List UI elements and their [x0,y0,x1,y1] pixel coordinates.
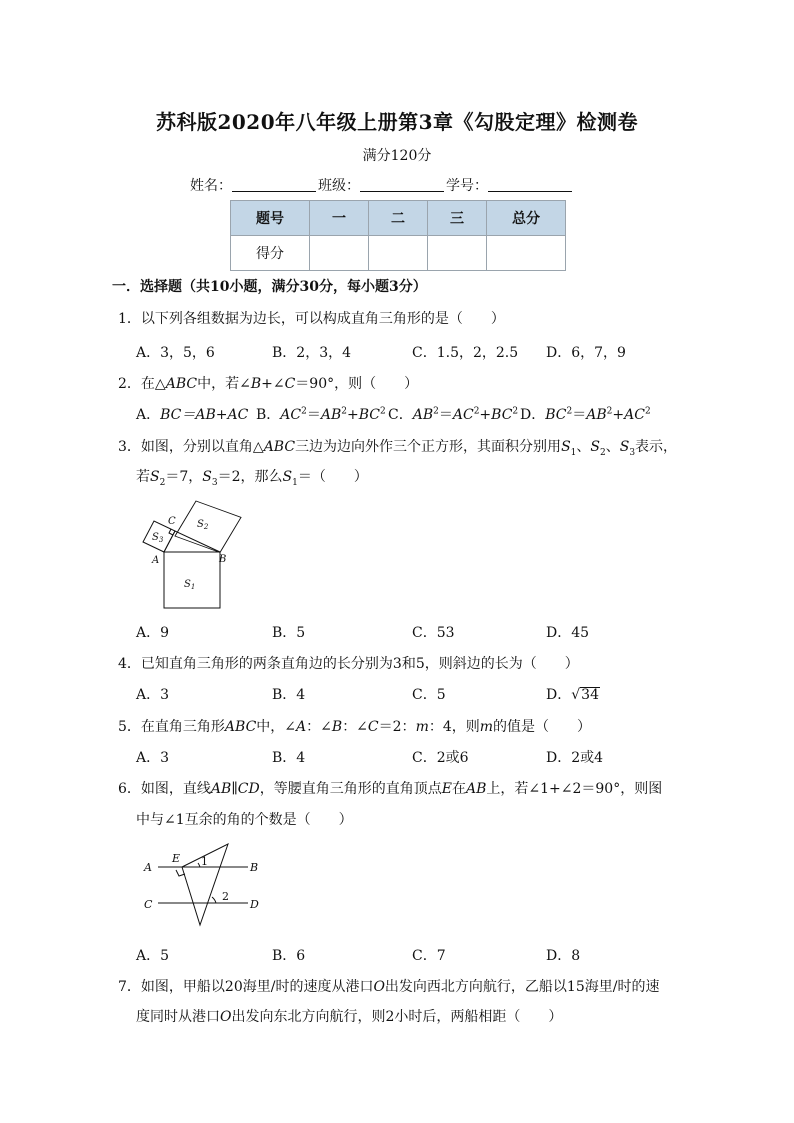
exponent: 2 [473,406,480,417]
score-table-row [231,236,566,271]
option-label: D． [520,407,546,423]
q2-option-c [388,404,518,424]
label-b: B [219,554,227,565]
q3-option-b: B．5 [272,625,306,641]
plus: + [347,407,359,423]
option-expr: BC＝AB+AC [160,407,249,423]
q1-option-d: D．6，7，9 [546,345,626,361]
q2-option-d [520,404,651,424]
q1-option-a: A．3，5，6 [136,345,215,361]
option-label: C． [388,407,413,423]
q6-var: E [441,781,452,797]
exponent: 2 [606,406,613,417]
q5-var: A [296,719,307,735]
q5-var: ABC [224,719,257,735]
angle-1-arc [198,863,200,867]
label-s3: $S_3$ [152,532,164,544]
q7-text: 度同时从港口 [136,1009,220,1025]
q5-option-c: C．2或6 [412,750,469,766]
name-blank [232,177,316,192]
q5-text: 的值是（ ） [493,719,592,735]
q4-option-c: C．5 [412,687,446,703]
score-table [230,200,566,271]
score-cell [487,236,566,271]
exponent: 2 [566,406,573,417]
q3-text: ＝7， [165,469,203,485]
sqrt-sign: √ [571,687,581,703]
square-s1 [164,552,220,608]
q6-option-c: C．7 [412,948,446,964]
question-2-stem [118,373,418,393]
q3-var: S [202,469,212,485]
question-7-stem-line2 [136,1006,562,1026]
option-expr: AB [412,407,434,423]
label-angle-2: 2 [222,890,229,903]
q7-text: 7．如图，甲船以20海里/时的速度从港口 [118,979,374,995]
option-label: B． [256,407,281,423]
q3-option-d: D．45 [546,625,590,641]
q6-var: AB [210,781,232,797]
q5-text: ：∠ [306,719,332,735]
q2-option-a [136,404,248,424]
question-1-stem: 1．以下列各组数据为边长，可以构成直角三角形的是（ ） [118,311,505,327]
question-7-stem-line1 [118,976,659,996]
name-label: 姓名： [190,178,232,194]
q3-text: ＝（ ） [297,469,368,485]
option-expr: BC [358,407,380,423]
q6-text: ，等腰直角三角形的直角顶点 [259,781,442,797]
question-5-stem [118,716,591,736]
q6-parallel-lines-figure [138,842,268,930]
header-cell: 总分 [487,201,566,236]
q2-option-b [256,404,386,424]
exponent: 2 [433,406,439,417]
q5-text: ＝2： [378,719,416,735]
id-blank [488,177,572,192]
header-cell: 一 [310,201,369,236]
score-table-header [231,201,566,236]
q3-var: S [619,439,630,455]
option-expr: AB [586,407,607,423]
q3-text: 、 [576,439,591,455]
question-3-stem-line2 [136,466,368,488]
option-expr: AC [280,407,302,423]
label-a: A [152,555,160,566]
q2-text: +∠ [261,376,285,392]
exponent: 2 [644,406,651,417]
class-label: 班级： [318,178,360,194]
q6-var: AB [465,781,487,797]
q2-text: 中，若∠ [197,376,251,392]
q5-var: m [479,719,494,735]
question-4-stem: 4．已知直角三角形的两条直角边的长分别为3和5，则斜边的长为（ ） [118,656,579,672]
angle-2-arc [212,897,216,903]
page-title: 苏科版2020年八年级上册第3章《勾股定理》检测卷 [155,110,639,134]
score-cell [428,236,487,271]
q5-text: 中，∠ [256,719,297,735]
section-heading: 一．选择题（共10小题，满分30分，每小题3分） [112,279,427,295]
q5-var: C [367,719,379,735]
q2-var: ABC [165,376,198,392]
q5-text: 5．在直角三角形 [118,719,225,735]
exponent: 2 [512,406,519,417]
plus: + [612,407,625,423]
option-label: D． [546,687,572,703]
q5-text: ：4，则 [428,719,480,735]
label-angle-1: 1 [201,855,208,868]
q2-var: C [284,376,296,392]
q4-option-d [546,684,600,704]
id-label: 学号： [446,178,488,194]
q3-text: 三边为边向外作三个正方形，其面积分别用 [295,439,562,455]
q7-var: O [373,979,385,995]
subscript: 2 [599,447,606,458]
q6-var: CD [237,781,260,797]
option-expr: AC [452,407,474,423]
header-cell: 题号 [231,201,310,236]
score-cell [310,236,369,271]
q4-option-b: B．4 [272,687,306,703]
subscript: 2 [159,477,166,488]
label-d: D [250,898,259,911]
option-expr: BC [491,407,513,423]
q3-text: ＝2，那么 [217,469,283,485]
equals: ＝ [438,407,453,423]
subscript: 1 [292,477,298,488]
subscript: 1 [570,447,577,458]
q5-option-b: B．4 [272,750,306,766]
label-b: B [250,861,259,874]
equals: ＝ [306,407,321,423]
q4-option-a: A．3 [136,687,170,703]
q6-option-a: A．5 [136,948,170,964]
question-6-stem-line2: 中与∠1互余的角的个数是（ ） [136,812,353,828]
option-expr: BC [545,407,567,423]
q3-option-c: C．53 [412,625,455,641]
label-s1: $S_1$ [184,579,196,591]
q6-text: 在 [451,781,466,797]
q1-option-b: B．2，3，4 [272,345,352,361]
q2-text: ＝90°，则（ ） [295,376,419,392]
subscript: 3 [629,447,636,458]
q5-option-d: D．2或4 [546,750,604,766]
full-score: 满分120分 [362,148,432,164]
q1-option-c: C．1.5，2，2.5 [412,345,519,361]
label-a: A [144,861,152,874]
row-label: 得分 [231,236,310,271]
header-cell: 二 [369,201,428,236]
q3-text: 、 [605,439,620,455]
label-s2: $S_2$ [197,519,209,531]
equals: ＝ [572,407,587,423]
q7-var: O [220,1009,232,1025]
q2-text: 在△ [140,376,166,392]
q6-text: 6．如图，直线 [118,781,211,797]
q7-text: 出发向西北方向航行，乙船以15海里/时的速 [384,979,660,995]
q7-text: 出发向东北方向航行，则2小时后，两船相距（ ） [231,1009,563,1025]
q3-var: ABC [263,439,296,455]
class-blank [360,177,444,192]
q3-var: S [561,439,571,455]
q2-number: 2． [118,376,141,392]
option-expr: AC [624,407,645,423]
exponent: 2 [301,406,307,417]
q5-option-a: A．3 [136,750,170,766]
header-cell: 三 [428,201,487,236]
q5-var: m [415,719,429,735]
q6-option-d: D．8 [546,948,581,964]
q5-var: B [331,719,343,735]
q3-text: 表示， [635,439,678,455]
label-c: C [168,516,176,527]
q5-text: ：∠ [342,719,368,735]
q2-var: B [250,376,262,392]
score-cell [369,236,428,271]
label-c: C [144,898,153,911]
q3-text: 若 [136,469,150,485]
option-label: A． [136,407,161,423]
option-expr: AB [320,407,342,423]
q3-var: S [590,439,600,455]
q3-var: S [282,469,293,485]
q3-text: 3．如图，分别以直角△ [118,439,264,455]
q6-text: ∥ [231,781,238,797]
q3-squares-figure [130,495,250,617]
exponent: 2 [380,406,386,417]
q6-option-b: B．6 [272,948,306,964]
student-info-line [190,175,574,195]
q3-var: S [150,469,160,485]
plus: + [479,407,492,423]
q3-option-a: A．9 [136,625,170,641]
label-e: E [172,852,181,865]
exponent: 2 [341,406,347,417]
question-6-stem-line1 [118,778,662,798]
question-3-stem-line1 [118,436,677,458]
subscript: 3 [211,477,218,488]
sqrt-radicand: 34 [581,687,599,703]
q6-text: 上，若∠1+∠2＝90°，则图 [486,781,663,797]
